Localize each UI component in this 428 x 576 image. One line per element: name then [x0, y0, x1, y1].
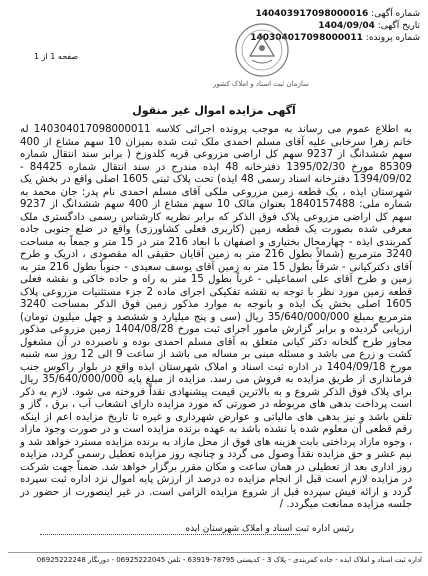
- document-title: آگهی مزایده اموال غیر منقول: [132, 104, 296, 117]
- organization-name: سازمان ثبت اسناد و املاک کشور: [213, 80, 309, 88]
- registration-org-logo: [232, 20, 292, 80]
- notice-meta: [180, 8, 420, 44]
- case-number-label: شماره پرونده:: [365, 33, 420, 43]
- auction-notice-body: به اطلاع عموم می رساند به موجب پرونده اجرائی کلاسه 140304017098000011 له خانم زهرا سرخابی علیه آقای مسلم احمدی ملک ثبت شده بمیزان 10 سهم مشاع از 400 سهم ششدانگ از 9237 سهم کل اراضی مزروعی قریه کلدوزخ ( برابر سند انتقال شماره 85309 مورخ 1395/02/30 دفترخانه 48 ایذه مندرج در سند انتقال شماره 84425 - 1394/09/02 دفترخانه اسناد رسمی 48 ایذه) تحت پلاک ثبتی 1605 اصلی واقع در بخش یک شهرستان ایذه ، یک قطعه زمین مزروعی ملکی آقای مسلم احمدی نام پدر: جان محمد به شماره ملی: 1840157488 بعنوان مالک 10 سهم مشاع از 400 سهم ششدانگ از 9237 سهم کل اراضی مزروعی پلاک فوق الذکر که برابر نظریه کارشناس رسمی دادگستری ملک معرفی شده بصورت یک قطعه زمین (کاربری فعلی کشاورزی) واقع در ضلع جنوبی جاده کمربندی ایذه - چهارمحال بختیاری و اصفهان با ابعاد 216 متر در 15 متر و جمعاً به مساحت 3240 مترمربع (شمالاً بطول 216 متر به زمین آقایان حقیقی اله مقصودی ، ادریک و طرح آقای دکترکیانی - شرقاً بطول 15 متر به زمین آقای یوسف سعیدی - جنوباً بطول 216 متر به زمین و طرح آقای علی اسماعیلی - غرباً بطول 15 متر به راه و جاده خاکی و نقشه فعلی قطعه زمین مورد نظر با توجه به نقشه تفکیکی اجرای ماده 2 جزء مستثنیات مزروعی پلاک 1605 اصلی بخش یک ایذه و بانوجه به موارد مذکور زمین فوق الذکر بمساحت 3240 مترمربع بمبلغ 35/640/000/000 ریال (سی و پنج میلیارد و ششصد و چهل میلیون تومان) ارزیابی گردیده و برابر گزارش مامور اجرای ثبت مورخ 1404/08/28 زمین مزروعی مذکور مجاور طرح گلخانه دکتر کیانی متعلق به آقای مسلم احمدی بوده و ناصبرده در آن مشغول کشت و زرع می باشد و مسئله مبنی بر مساله می باشد از ساعت 9 الی 12 روز سه شنبه مورخ 1404/09/18 در اداره ثبت اسناد و املاک شهرستان ایذه واقع در بلوار راکوس جنب فرمانداری از طریق مزایده به فروش می رسد. مزایده از مبلغ پایه 35/640/000/000 ریال برای پلاک فوق الذکر شروع و به بالاترین قیمت پیشنهادی نقداً فروخته می شود. لازم به ذکر است پرداخت بدهی های مربوطه در صورتی که مورد مزایده دارای انشعاب آب ، برق ، گاز و تلفن باشد و نیز بدهی های مالیاتی و عوارض شهرداری و غیره تا تاریخ مزایده اعم از اینکه رقم قطعی آن معلوم شده یا نشده باشد به عهده برنده مزایده است و در صورت وجود مازاد ، وجوه مازاد پرداختی بابت هزینه های فوق از محل مازاد به برنده مزایده مسترد خواهد شد و نیم عشر و حق مزایده نقداً وصول می گردد و چنانچه روز مزایده تعطیل رسمی گردد، مزایده روز اداری بعد از تعطیلی در همان ساعت و مکان مقرر برگزار خواهد شد. ضمناً جهت شرکت در مزایده لازم است قبل از انجام مزایده ده درصد از ارزش پایه اموال نزد اداره ثبت سپرده گردد و ارائه فیش سپرده قبل از شروع مزایده الزامی است. در غیر اینصورت از حضور در جلسه مزایده ممانعت میگردد. /: [20, 124, 413, 510]
- notice-date: 1404/09/04: [318, 21, 375, 31]
- case-number-row: [180, 32, 420, 44]
- notice-number-row: [180, 8, 420, 20]
- signatory-title: رئیس اداره ثبت اسناد و املاک شهرستان ایذه: [185, 524, 354, 534]
- case-number: 140304017098000011: [250, 33, 363, 43]
- notice-number: 140403917098000016: [255, 9, 369, 19]
- notice-number-label: شماره آگهی:: [371, 9, 420, 19]
- document-footer: اداره ثبت اسناد و املاک ایذه - جاده کمربندی - پلاک 3 - کدپستی 78795-63919 - تلفن 06925222045 - دورنگار 06925222248: [8, 552, 422, 564]
- notice-date-label: تاریخ آگهی:: [377, 21, 420, 31]
- signature-block: [0, 520, 428, 540]
- signature-line: [40, 534, 300, 535]
- notice-date-row: [180, 20, 420, 32]
- document-header: [0, 0, 428, 112]
- page-number: صفحه 1 از 1: [34, 52, 79, 61]
